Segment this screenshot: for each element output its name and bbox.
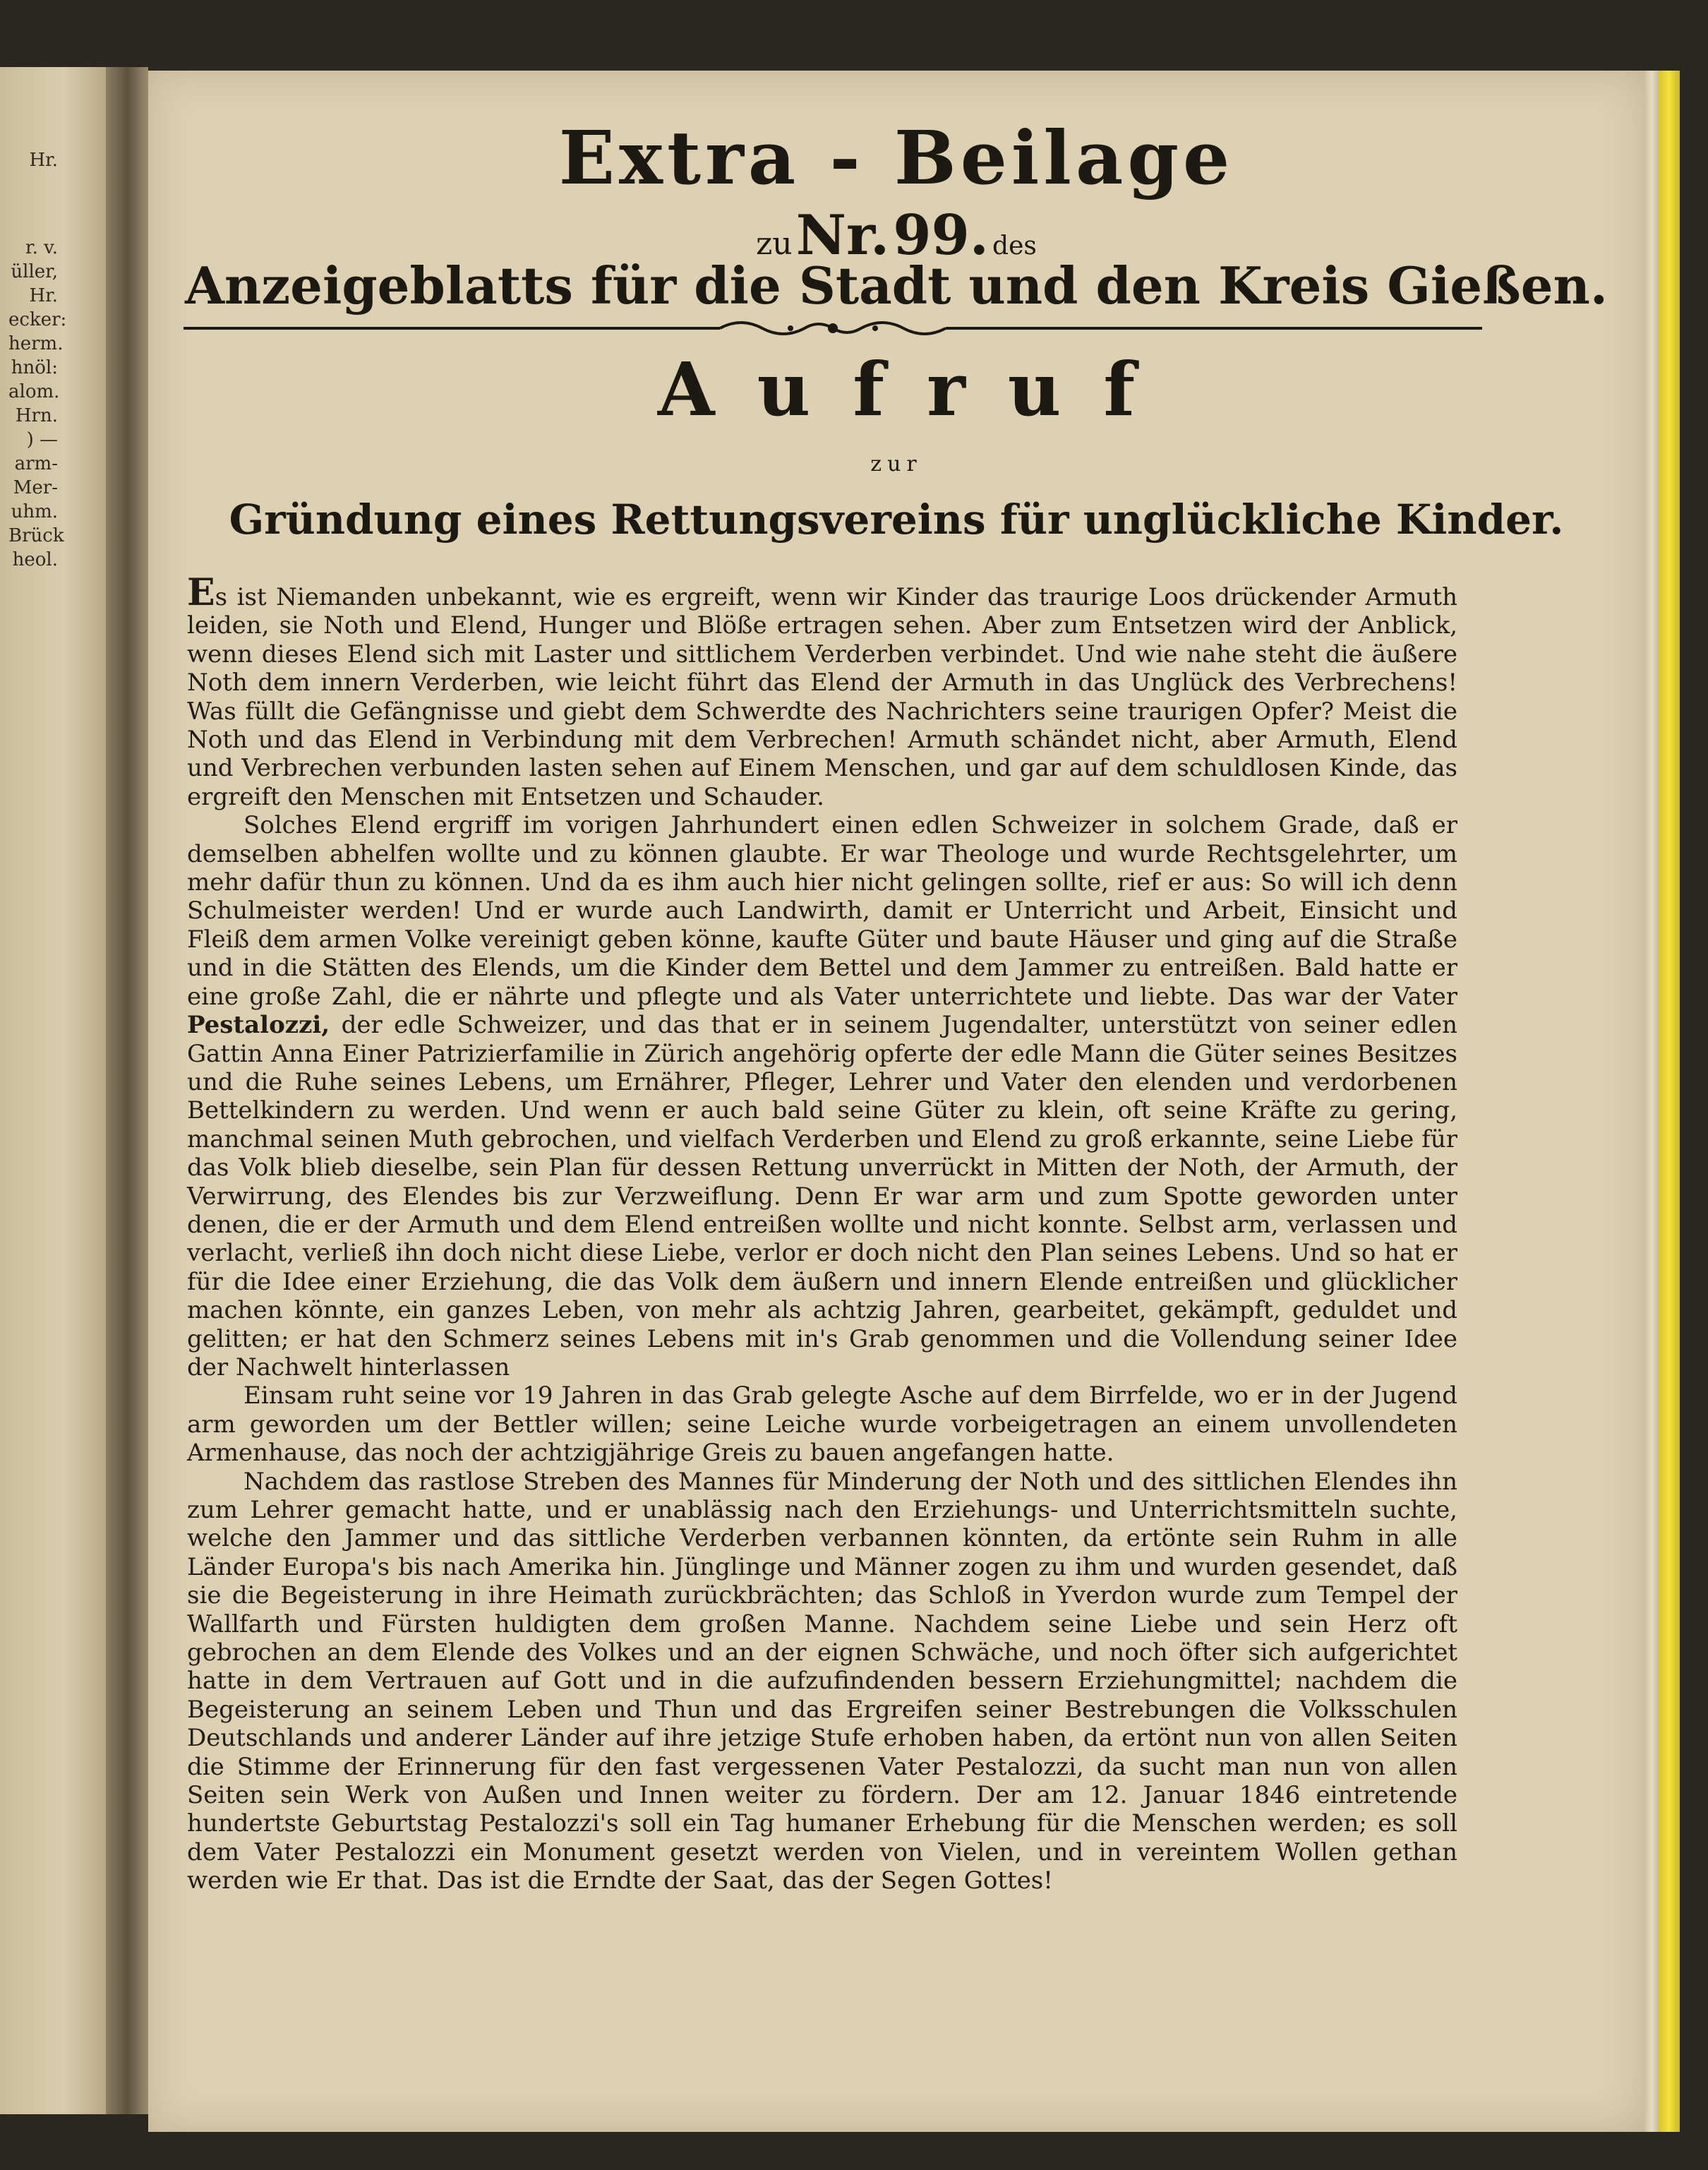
document-page [148, 71, 1644, 2132]
paragraph-1 [187, 571, 1457, 811]
left-margin-line: Mer- [13, 477, 58, 498]
left-margin-line: ecker: [8, 309, 67, 330]
left-margin-line: heol. [12, 549, 58, 570]
paragraph-4: Nachdem das rastlose Streben des Mannes für Minderung der Noth und des sittlichen Elendes ihn zum Lehrer gemacht hatte, und er unablässig nach den Erziehungs- und Unterrichtsmitteln suchte, welche den Jammer und das sittliche Verderben verbannen könnten, da ertönte sein Ruhm in alle Länder Europa's bis nach Amerika hin. Jünglinge und Männer zogen zu ihm und wurden gesendet, daß sie die Begeisterung in ihre Heimath zurückbrächten; das Schloß in Yverdon wurde zum Tempel der Wallfarth und Fürsten huldigten dem großen Manne. Nachdem seine Liebe und sein Herz oft gebrochen an dem Elende des Volkes und an der eignen Schwäche, und noch öfter sich aufgerichtet hatte in dem Vertrauen auf Gott und in die aufzufindenden bessern Erziehungmittel; nachdem die Begeisterung an seinem Leben und Thun und das Ergreifen seiner Bestrebungen die Volksschulen Deutschlands und anderer Länder auf ihre jetzige Stufe erhoben haben, da ertönt nun von allen Seiten die Stimme der Erinnerung für den fast vergessenen Vater Pestalozzi, da sucht man nun von allen Seiten sein Werk von Außen und Innen weiter zu fördern. Der am 12. Januar 1846 eintretende hundertste Geburtstag Pestalozzi's soll ein Tag humaner Erhebung für die Menschen werden; es soll dem Vater Pestalozzi ein Monument gesetzt werden von Vielen, und in vereintem Wollen gethan werden wie Er that. Das ist die Erndte der Saat, das der Segen Gottes! [187, 1467, 1457, 1895]
issue-des: des [992, 232, 1037, 260]
paragraph-3: Einsam ruht seine vor 19 Jahren in das Grab gelegte Asche auf dem Birrfelde, wo er in der Jugend arm geworden um der Bettler willen; seine Leiche wurde vorbeigetragen an einem unvollendeten Armenhause, das noch der achtzigjährige Greis zu bauen angefangen hatte. [187, 1381, 1457, 1468]
page-title: Extra - Beilage [558, 114, 1234, 201]
paragraph-2-name: Pestalozzi, [187, 1011, 330, 1040]
left-margin-line: Hr. [29, 285, 58, 306]
left-margin-line: Brück [8, 525, 64, 546]
paragraph-2 [187, 811, 1457, 1381]
left-margin-line: r. v. [25, 237, 58, 258]
left-margin-line: ) — [26, 429, 58, 450]
left-margin-line: arm- [14, 453, 58, 474]
article-body [187, 571, 1457, 1895]
issue-zu: zu [756, 226, 793, 262]
heading-aufruf: Aufruf [657, 346, 1178, 433]
issue-number-sign: Nr. [795, 203, 890, 268]
left-margin-line: uhm. [11, 501, 58, 522]
heading-zur: zur [870, 452, 922, 476]
paragraph-2-text-before: Solches Elend ergriff im vorigen Jahrhundert einen edlen Schweizer in solchem Grade, daß er demselben abhelfen wollte und zu können glaubte. Er war Theologe und wurde Rechtsgelehrter, um mehr dafür thun zu können. Und da es ihm auch hier nicht gelingen sollte, rief er aus: So will ich denn Schulmeister werden! Und er wurde auch Landwirth, damit er Unterricht und Arbeit, Einsicht und Fleiß dem armen Volke vereinigt geben könne, kaufte Güter und baute Häuser und ging auf die Straße und in die Stätten des Elends, um die Kinder dem Bettel und dem Jammer zu entreißen. Bald hatte er eine große Zahl, die er nährte und pflegte und als Vater unterrichtete und liebte. Das war der Vater [187, 811, 1457, 1011]
paragraph-1-text: s ist Niemanden unbekannt, wie es ergreift, wenn wir Kinder das traurige Loos drückender Armuth leiden, sie Noth und Elend, Hunger und Blöße ertragen sehen. Aber zum Entsetzen wird der Anblick, wenn dieses Elend sich mit Laster und sittlichem Verderben verbindet. Und wie nahe steht die äußere Noth dem innern Verderben, wie leicht führt das Elend der Armuth in das Unglück des Verbrechens! Was füllt die Gefängnisse und giebt dem Schwerdte des Nachrichters seine traurigen Opfer? Meist die Noth und das Elend in Verbindung mit dem Verbrechen! Armuth schändet nicht, aber Armuth, Elend und Verbrechen verbunden lasten sehen auf Einem Menschen, und gar auf dem schuldlosen Kinde, das ergreift den Menschen mit Entsetzen und Schauder. [187, 583, 1457, 811]
left-margin-line: Hr. [29, 150, 58, 171]
newspaper-name: Anzeigeblatts für die Stadt und den Kreis Gießen. [185, 256, 1608, 316]
left-margin-line: alom. [8, 381, 60, 402]
left-margin-line: Hrn. [15, 405, 58, 426]
yellow-page-edge [1659, 71, 1680, 2132]
book-gutter [106, 67, 148, 2114]
left-margin-line: hnöl: [11, 357, 58, 378]
page-edge [1644, 71, 1659, 2132]
paragraph-2-text-after: der edle Schweizer, und das that er in seinem Jugendalter, unterstützt von seiner edlen Gattin Anna Einer Patrizierfamilie in Zürich angehörig opferte der edle Mann die Güter seines Besitzes und die Ruhe seines Lebens, um Ernährer, Pfleger, Lehrer und Vater den elenden und verdorbenen Bettelkindern zu werden. Und wenn er auch bald seine Güter zu klein, oft seine Kräfte zu gering, manchmal seinen Muth gebrochen, und vielfach Verderben und Elend zu groß erkannte, seine Liebe für das Volk blieb dieselbe, sein Plan für dessen Rettung unverrückt in Mitten der Noth, der Armuth, der Verwirrung, des Elendes bis zur Verzweiflung. Denn Er war arm und zum Spotte geworden unter denen, die er der Armuth und dem Elend entreißen wollte und nicht konnte. Selbst arm, verlassen und verlacht, verließ ihn doch nicht diese Liebe, verlor er doch nicht den Plan seines Lebens. Und so hat er für die Idee einer Erziehung, die das Volk dem äußern und innern Elende entreißen und glücklicher machen könnte, ein ganzes Leben, von mehr als achtzig Jahren, gearbeitet, gekämpft, geduldet und gelitten; er hat den Schmerz seines Lebens mit in's Grab genommen und die Vollendung seiner Idee der Nachwelt hinterlassen [187, 1011, 1457, 1381]
heading-subtitle: Gründung eines Rettungsvereins für unglückliche Kinder. [229, 496, 1564, 544]
left-page-margin-text [8, 148, 107, 572]
left-margin-line: herm. [8, 333, 64, 354]
drop-initial: E [187, 571, 215, 614]
issue-number: 99. [893, 203, 989, 268]
left-margin-line: üller, [11, 261, 58, 282]
ornament-rule [184, 314, 1482, 342]
